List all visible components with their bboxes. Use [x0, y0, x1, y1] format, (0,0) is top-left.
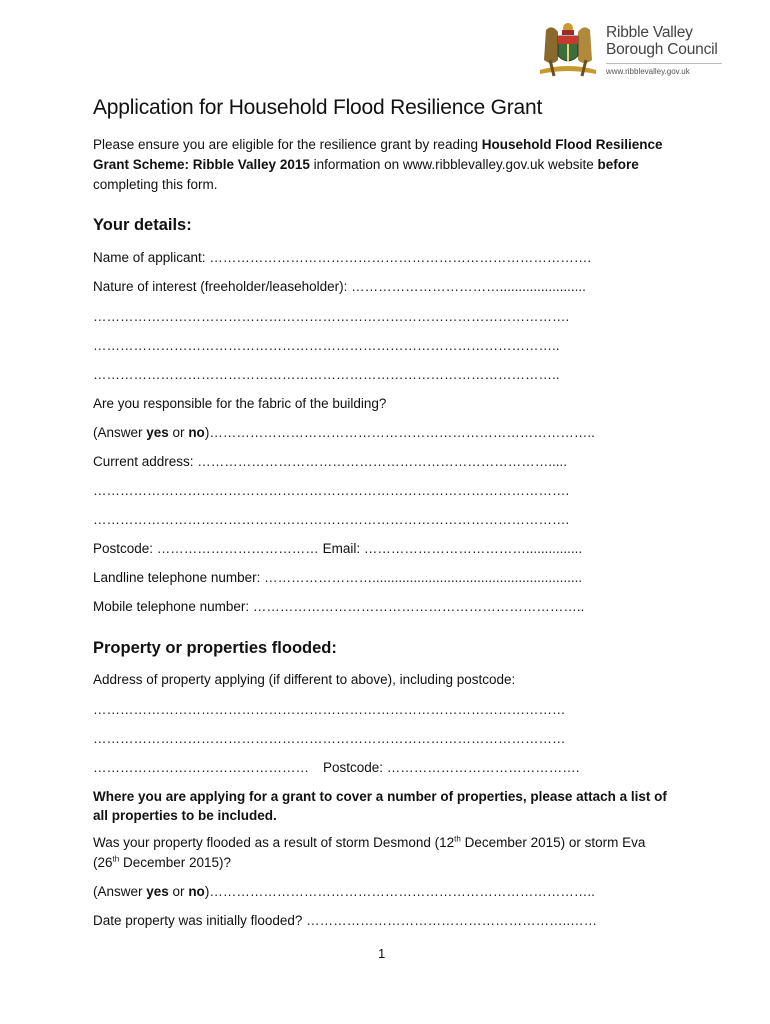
council-name-line1: Ribble Valley [606, 24, 693, 41]
property-heading: Property or properties flooded: [93, 639, 337, 657]
property-address-label: Address of property applying (if different to above), including postcode: [93, 672, 516, 687]
email-field[interactable]: Email: ………………………………............... [322, 541, 583, 556]
storm-answer-field[interactable]: (Answer yes or no)………………………………………………………………………….. [93, 884, 595, 899]
property-postcode-field[interactable]: Postcode: ……………………………………. [323, 760, 580, 775]
council-url: www.ribblevalley.gov.uk [606, 67, 690, 76]
property-address-line-3 [93, 759, 673, 777]
address-line-2[interactable]: ……………………………………………………………………………………………. [93, 512, 570, 527]
property-address-line-3-field[interactable]: ………………………………………… [93, 760, 309, 775]
form-title: Application for Household Flood Resilience Grant [93, 96, 543, 119]
fabric-question: Are you responsible for the fabric of the building? [93, 396, 387, 411]
council-name-line2: Borough Council [606, 41, 718, 58]
fabric-answer-field[interactable]: (Answer yes or no)………………………………………………………………………….. [93, 425, 595, 440]
current-address-field[interactable]: Current address: ……………………………………………………………………..... [93, 454, 568, 469]
address-line-1[interactable]: ……………………………………………………………………………………………. [93, 483, 570, 498]
nature-of-interest-field[interactable]: Nature of interest (freeholder/leaseholder): ……………………………....................... [93, 279, 586, 294]
logo-divider [606, 63, 722, 64]
mobile-field[interactable]: Mobile telephone number: ……………………………………………………………….. [93, 599, 585, 614]
multiple-properties-note: Where you are applying for a grant to cover a number of properties, please attach a list of all properties to be included. [93, 789, 667, 823]
scheme-name: Household Flood Resilience Grant Scheme: Ribble Valley 2015 [93, 137, 663, 172]
interest-blank-line-2[interactable]: ………………………………………………………………………………………….. [93, 338, 560, 353]
council-name [606, 24, 718, 58]
interest-blank-line-1[interactable]: ……………………………………………………………………………………………. [93, 309, 570, 324]
property-address-line-2[interactable]: …………………………………………………………………………………………… [93, 731, 566, 746]
property-address-line-1[interactable]: …………………………………………………………………………………………… [93, 702, 566, 717]
your-details-heading: Your details: [93, 216, 192, 234]
storm-question: Was your property flooded as a result of storm Desmond (12th December 2015) or storm Eva (26th December 2015)? [93, 834, 646, 870]
page-number: 1 [378, 946, 386, 961]
landline-field[interactable]: Landline telephone number: ……………………........................................................ [93, 570, 583, 585]
postcode-field[interactable]: Postcode: ……………………………… [93, 541, 323, 556]
flood-date-field[interactable]: Date property was initially flooded? …………………………………………………..…… [93, 913, 598, 928]
coat-of-arms-icon [536, 20, 600, 82]
postcode-email-row [93, 540, 673, 558]
council-logo [536, 20, 726, 82]
applicant-name-field[interactable]: Name of applicant: …………………………………………………………………………. [93, 250, 592, 265]
interest-blank-line-3[interactable]: ………………………………………………………………………………………….. [93, 367, 560, 382]
intro-paragraph: Please ensure you are eligible for the resilience grant by reading Household Flood Resilience Grant Scheme: Ribble Valley 2015 information on www.ribblevalley.gov.uk website before completing this form. [93, 137, 663, 192]
